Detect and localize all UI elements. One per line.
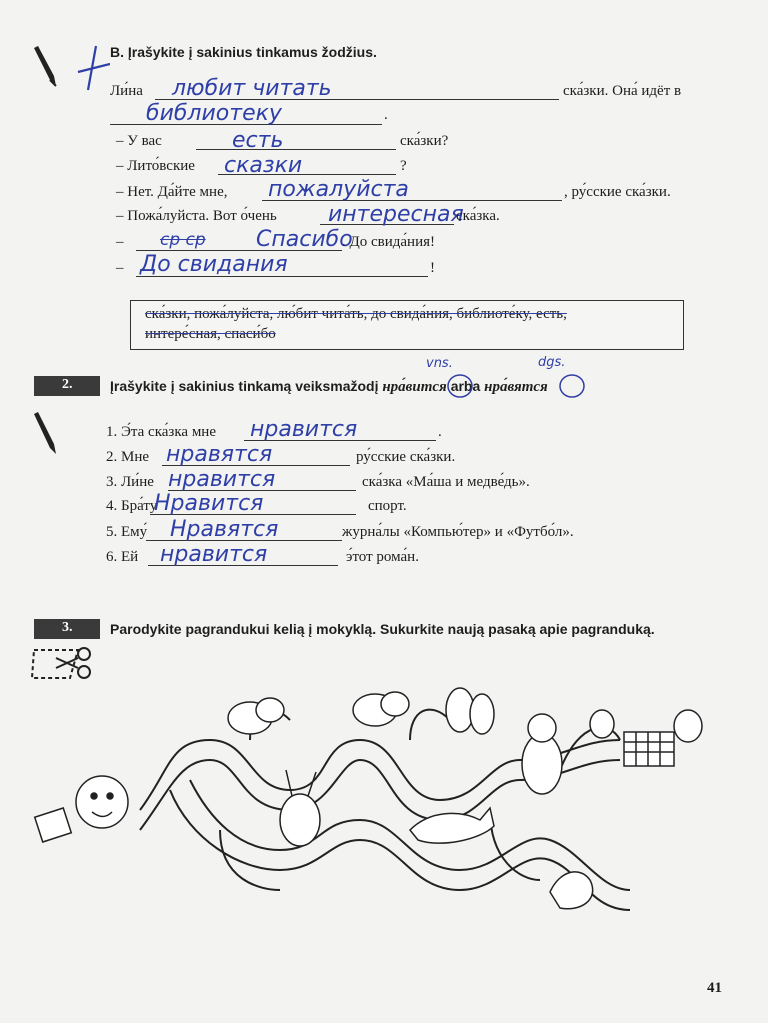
struck-answer-7: ср ср — [160, 230, 206, 250]
exercise-2-item-4-answer: Нравится — [154, 491, 264, 516]
verb-plural: нра́вятся — [484, 379, 548, 395]
exercise-2-item-2-before: 2. Мне — [106, 449, 150, 465]
word-bank-line-2: интере́сная, спаси́бо — [145, 326, 276, 342]
verb-singular: нра́вится — [382, 379, 447, 395]
sentence-6-after: ска́зка. — [456, 208, 500, 224]
sentence-7-after: . До свида́ния! — [342, 234, 435, 250]
exercise-2-item-5-after: журна́лы «Компью́тер» и «Футбо́л». — [342, 524, 574, 540]
maze-illustration — [20, 680, 720, 930]
answer-1: любит читать — [172, 76, 332, 101]
exercise-2-item-5-before: 5. Ему́ — [106, 524, 148, 540]
note-plural: dgs. — [538, 355, 566, 370]
sentence-4-after: ? — [400, 158, 407, 174]
sentence-7-before: – — [116, 234, 124, 250]
page-number: 41 — [707, 980, 722, 996]
exercise-2-heading-text: Įrašykite į sakinius tinkamą veiksmažodį — [110, 378, 379, 394]
exercise-2-item-3-after: ска́зка «Ма́ша и медве́дь». — [362, 474, 530, 490]
exercise-2-item-1-before: 1. Э́та ска́зка мне — [106, 424, 216, 440]
bear-icon — [522, 714, 562, 794]
answer-3: есть — [232, 128, 284, 153]
sentence-6-before: – Пожа́луйста. Вот о́чень — [116, 208, 277, 224]
exercise-2-item-4-after: спорт. — [368, 498, 407, 514]
sentence-2-after: . — [384, 107, 388, 123]
answer-8: До свидания — [140, 252, 288, 277]
fox-icon — [550, 872, 593, 909]
exercise-2-item-3-before: 3. Ли́не — [106, 474, 154, 490]
word-bank-line-1: ска́зки, пожа́луйста, лю́бит чита́ть, до свида́ния, библиоте́ку, есть, — [145, 306, 567, 322]
answer-4: сказки — [224, 153, 303, 178]
sentence-8-after: ! — [430, 260, 435, 276]
exercise-2-item-1-answer: нравится — [250, 417, 358, 442]
pen-icon — [30, 42, 110, 97]
sentence-1-after: ска́зки. Она́ идёт в — [563, 83, 682, 99]
exercise-2-arba: arba — [450, 378, 481, 394]
exercise-2-item-6-answer: нравится — [160, 542, 268, 567]
sentence-4-before: – Лито́вские — [116, 158, 195, 174]
sentence-8-before: – — [116, 260, 124, 276]
sentence-1-before: Ли́на — [110, 83, 143, 99]
bun-character-icon — [35, 776, 128, 842]
sentence-5-before: – Нет. Да́йте мне, — [116, 184, 228, 200]
exercise-2-item-3-answer: нравится — [168, 467, 276, 492]
exercise-2-item-4-before: 4. Бра́ту — [106, 498, 158, 514]
answer-6: интересная — [328, 202, 464, 227]
answer-2: библиотеку — [146, 101, 282, 126]
exercise-2-item-5-answer: Нравятся — [170, 517, 279, 542]
pen-icon-2 — [30, 410, 70, 465]
exercise-2-number-box — [34, 376, 100, 396]
answer-7: Спасибо — [256, 227, 353, 252]
answer-5: пожалуйста — [268, 177, 409, 202]
note-singular: vns. — [426, 356, 453, 371]
word-bank-box — [130, 300, 684, 350]
sentence-3-after: ска́зки? — [400, 133, 449, 149]
sentence-3-before: – У вас — [116, 133, 162, 149]
sentence-5-after: , ру́сские ска́зки. — [564, 184, 671, 200]
verb-ending-circles — [440, 372, 590, 402]
exercise-2-item-2-answer: нравятся — [166, 442, 273, 467]
exercise-3-number: 3. — [62, 620, 73, 635]
wolf-icon — [410, 808, 494, 843]
exercise-2-item-1-after: . — [438, 424, 442, 440]
exercise-3-number-box — [34, 619, 100, 639]
answer-blank-3 — [196, 149, 396, 150]
exercise-2-number: 2. — [62, 377, 73, 392]
school-icon — [624, 732, 674, 766]
section-b-heading: B. Įrašykite į sakinius tinkamus žodžius. — [110, 44, 377, 60]
exercise-3-heading: Parodykite pagrandukui kelią į mokyklą. Sukurkite naują pasaką apie pagranduką. — [110, 621, 655, 637]
exercise-2-item-6-before: 6. Ей — [106, 549, 139, 565]
exercise-2-item-2-after: ру́сские ска́зки. — [356, 449, 456, 465]
exercise-2-item-6-after: э́тот рома́н. — [346, 549, 419, 565]
